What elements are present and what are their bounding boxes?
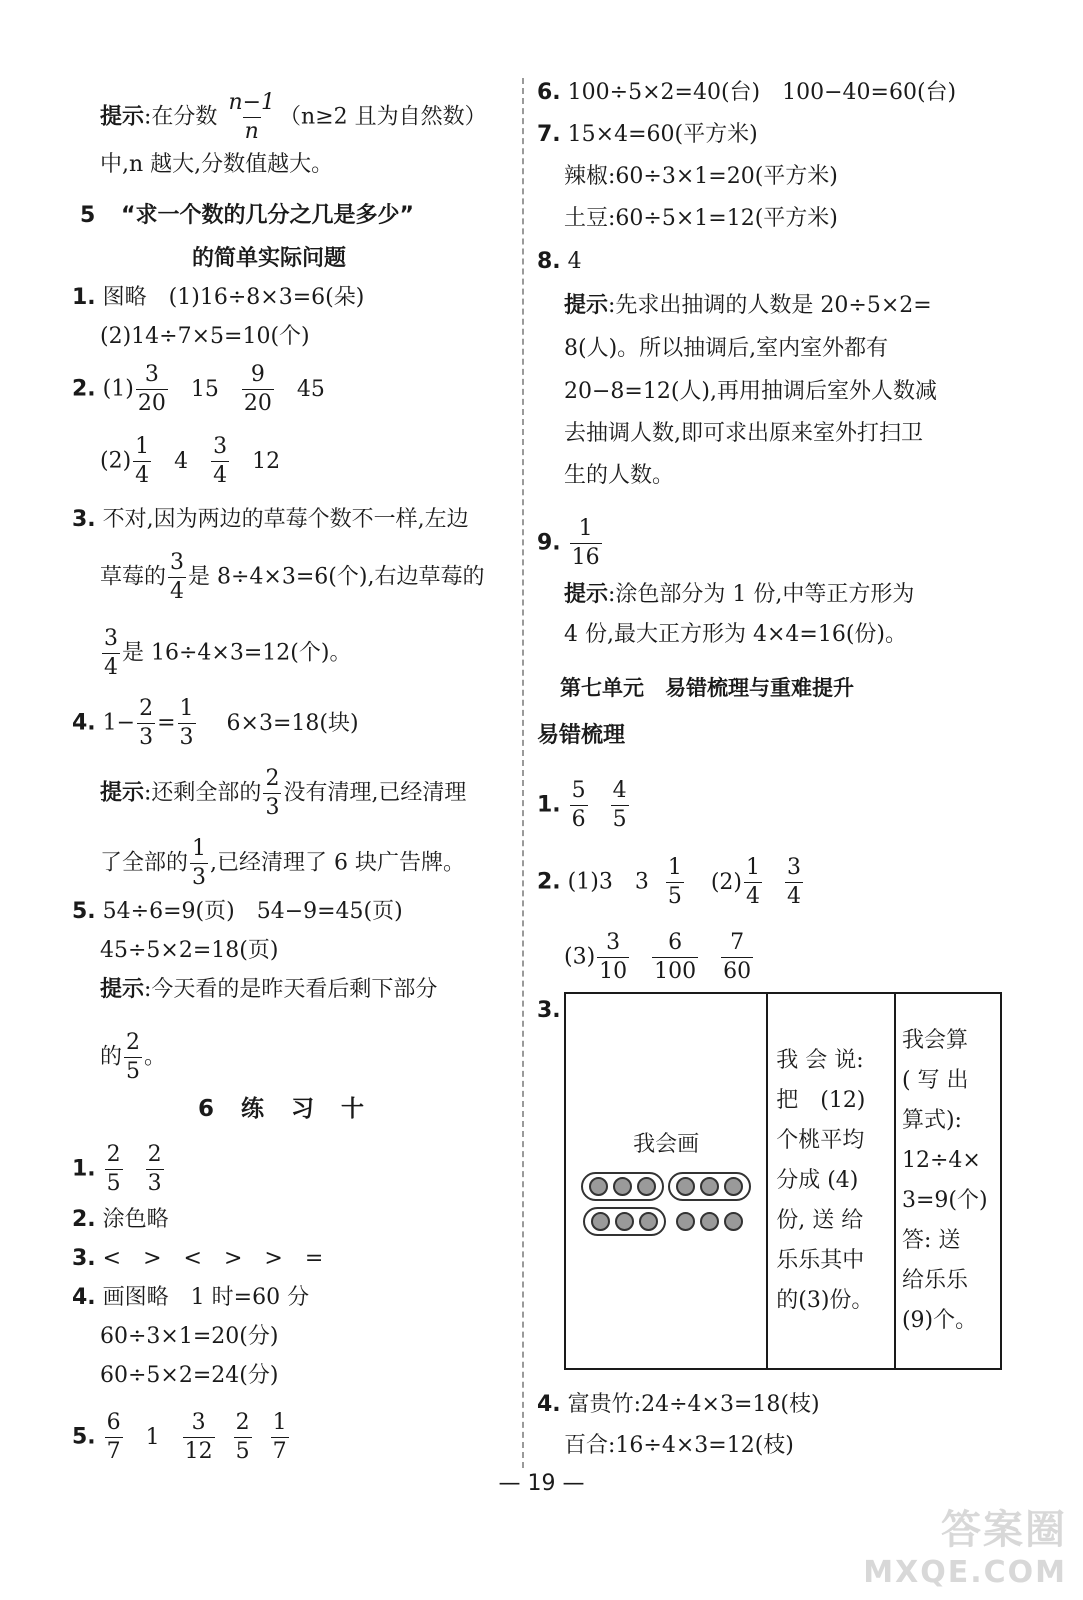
answer-text: (1)3 3 [567, 869, 649, 895]
answer-table [564, 992, 1002, 1370]
r8-hint-4: 去抽调人数,即可求出原来室外打扫卫 [564, 421, 923, 446]
question-number: 8. [537, 249, 561, 274]
denominator: 4 [104, 655, 118, 680]
say-cell [767, 993, 895, 1369]
r7-line2: 辣椒:60÷3×1=20(平方米) [564, 164, 838, 189]
calc-line: 3=9(个) [901, 1188, 988, 1213]
peach-row-1 [566, 1172, 766, 1201]
fraction [190, 838, 208, 889]
calc-line: 12÷4× [901, 1148, 981, 1173]
e4-line3: 60÷5×2=24(分) [100, 1363, 279, 1388]
say-line: 的(3)份。 [776, 1288, 874, 1313]
question-number: 2. [72, 1207, 96, 1232]
fraction [211, 436, 229, 487]
denominator: n [244, 119, 259, 144]
fraction [570, 518, 602, 569]
fraction [105, 1144, 123, 1195]
say-line: 乐乐其中 [776, 1248, 865, 1273]
answer-value: 45 [296, 376, 325, 402]
part-label: (2) [100, 448, 132, 474]
answer-value: 15 [190, 376, 219, 402]
fraction [183, 1412, 215, 1463]
fraction [124, 1032, 142, 1083]
denominator: 4 [213, 463, 228, 488]
question-number: 2. [72, 376, 96, 402]
y2-line1 [537, 857, 805, 908]
fraction [226, 92, 277, 143]
unit-7-heading: 第七单元 易错梳理与重难提升 [560, 676, 854, 700]
say-line: 我 会 说: [776, 1048, 864, 1073]
part-label: (3) [564, 944, 596, 970]
column-divider [522, 78, 524, 1468]
ungrouped-dots [670, 1207, 749, 1236]
peach-dot [676, 1212, 695, 1231]
part-label: (1) [102, 376, 134, 402]
group-oval [668, 1172, 751, 1201]
numerator: 3 [170, 550, 185, 575]
q5-hint-line1 [100, 975, 437, 1005]
numerator: 3 [787, 855, 802, 880]
denominator: 60 [723, 959, 752, 984]
q3-line3 [100, 628, 351, 679]
hint-text: :涂色部分为 1 份,中等正方形为 [608, 582, 915, 607]
section-5-heading [80, 198, 414, 229]
hint-text: :还剩全部的 [144, 780, 262, 806]
e4-line1 [72, 1283, 309, 1313]
question-number: 7. [537, 122, 561, 147]
denominator: 4 [135, 463, 150, 488]
peach-dot [724, 1212, 743, 1231]
peach-dot [589, 1177, 608, 1196]
answer-text: 1− [102, 710, 136, 736]
y4-line1 [537, 1390, 820, 1420]
r8-hint-5: 生的人数。 [564, 463, 675, 488]
fraction [721, 932, 753, 983]
yicuo-heading: 易错梳理 [537, 723, 626, 748]
denominator: 100 [654, 959, 697, 984]
answer-text: 图略 (1)16÷8×3=6(朵) [102, 285, 365, 310]
question-number: 5. [72, 1424, 96, 1450]
q4-line1 [72, 698, 359, 749]
r8-hint-3: 20−8=12(人),再用抽调后室外人数减 [564, 379, 938, 404]
hint-label: 提示 [100, 977, 145, 1002]
fraction [105, 1412, 123, 1463]
answer-text: 画图略 1 时=60 分 [102, 1285, 310, 1310]
calc-line: 算式): [901, 1108, 962, 1133]
numerator: 3 [606, 930, 621, 955]
numerator: 2 [265, 766, 280, 791]
answer-text: 4 [567, 249, 582, 274]
numerator: n−1 [228, 90, 276, 115]
peach-dot [700, 1177, 719, 1196]
denominator: 5 [667, 884, 682, 909]
peach-dot [724, 1177, 743, 1196]
e4-line2: 60÷3×1=20(分) [100, 1324, 279, 1349]
q5-line1 [72, 897, 403, 927]
answer-text: < > < > > = [102, 1246, 324, 1271]
answer-text: 15×4=60(平方米) [567, 122, 758, 147]
r9-hint-2: 4 份,最大正方形为 4×4=16(份)。 [564, 622, 907, 647]
watermark-bottom: MXQE.COM [863, 1555, 1067, 1590]
denominator: 4 [170, 579, 185, 604]
denominator: 7 [272, 1439, 287, 1464]
denominator: 4 [746, 884, 761, 909]
peach-dot [639, 1212, 658, 1231]
denominator: 3 [179, 725, 194, 750]
draw-cell [565, 993, 767, 1369]
e2-line [72, 1205, 169, 1235]
denominator: 3 [139, 725, 154, 750]
fraction [168, 552, 186, 603]
denominator: 5 [106, 1171, 121, 1196]
numerator: 1 [272, 1410, 287, 1435]
numerator: 3 [191, 1410, 206, 1435]
fraction [597, 932, 629, 983]
calc-line: 我会算 [901, 1028, 968, 1053]
denominator: 12 [184, 1439, 213, 1464]
r6-line [537, 78, 956, 108]
fraction [611, 780, 629, 831]
hint-top-line1 [100, 92, 487, 143]
fraction [137, 698, 155, 749]
page-number: — 19 — [498, 1471, 585, 1496]
watermark-top: 答案圈 [941, 1507, 1067, 1553]
denominator: 20 [243, 391, 272, 416]
question-number: 1. [72, 285, 96, 310]
question-number: 4. [72, 710, 96, 736]
r9-hint-1 [564, 580, 914, 610]
denominator: 10 [599, 959, 628, 984]
hint-text: 。 [144, 1044, 167, 1070]
answer-text: 草莓的 [100, 564, 167, 590]
denominator: 16 [571, 545, 600, 570]
hint-text: 没有清理,已经清理 [283, 780, 467, 806]
denominator: 3 [265, 795, 280, 820]
question-number: 4. [537, 1392, 561, 1417]
denominator: 20 [137, 391, 166, 416]
numerator: 3 [104, 626, 118, 651]
r8-line [537, 247, 582, 277]
numerator: 2 [139, 696, 154, 721]
fraction [146, 1144, 164, 1195]
q2-line2 [100, 436, 280, 487]
fraction [271, 1412, 289, 1463]
group-oval [583, 1207, 666, 1236]
e1-line [72, 1144, 166, 1195]
question-number: 1. [537, 792, 561, 818]
section-6-heading: 6 练 习 十 [198, 1096, 367, 1122]
fraction [234, 1412, 252, 1463]
hint-text: 的 [100, 1044, 123, 1070]
say-line: 分成 (4) [776, 1168, 859, 1193]
question-number: 3. [72, 1246, 96, 1271]
question-number: 6. [537, 80, 561, 105]
watermark-logo [863, 1498, 1067, 1590]
q2-line1 [72, 364, 325, 415]
numerator: 5 [571, 778, 586, 803]
question-number: 4. [72, 1285, 96, 1310]
hint-label: 提示 [100, 104, 145, 130]
hint-text: 了全部的 [100, 850, 189, 876]
calc-line: 答: 送 [901, 1228, 961, 1253]
y3-label [537, 996, 561, 1026]
peach-dot [615, 1212, 634, 1231]
e5-line [72, 1412, 291, 1463]
numerator: 1 [746, 855, 761, 880]
q1-line2: (2)14÷7×5=10(个) [100, 324, 310, 349]
answer-text: 涂色略 [102, 1207, 169, 1232]
hint-text: :先求出抽调的人数是 20÷5×2= [608, 293, 932, 318]
denominator: 6 [571, 807, 586, 832]
fraction [136, 364, 168, 415]
q4-hint-line2 [100, 838, 465, 889]
r8-hint-2: 8(人)。所以抽调后,室内室外都有 [564, 336, 889, 361]
fraction [666, 857, 684, 908]
peach-row-2 [566, 1207, 766, 1236]
hint-text: :今天看的是昨天看后剩下部分 [144, 977, 438, 1002]
say-line: 份, 送 给 [776, 1208, 864, 1233]
peach-dot [637, 1177, 656, 1196]
answer-text: 是 16÷4×3=12(个)。 [122, 640, 352, 666]
numerator: 3 [144, 362, 159, 387]
peach-dot [591, 1212, 610, 1231]
numerator: 1 [578, 516, 593, 541]
numerator: 9 [250, 362, 265, 387]
question-number: 5. [72, 899, 96, 924]
y1-line [537, 780, 631, 831]
hint-label: 提示 [100, 780, 145, 806]
y4-line2: 百合:16÷4×3=12(枝) [564, 1433, 794, 1458]
hint-text: ,已经清理了 6 块广告牌。 [210, 850, 465, 876]
hint-text: （n≥2 且为自然数） [279, 104, 487, 130]
q5-line2: 45÷5×2=18(页) [100, 938, 279, 963]
group-oval [581, 1172, 664, 1201]
calc-line: ( 写 出 [901, 1068, 969, 1093]
fraction [263, 768, 281, 819]
answer-value: 12 [252, 448, 281, 474]
denominator: 7 [106, 1439, 121, 1464]
say-text [768, 1035, 894, 1327]
denominator: 3 [147, 1171, 162, 1196]
q4-hint-line1 [100, 768, 466, 819]
hint-label: 提示 [564, 293, 609, 318]
q5-hint-line2 [100, 1032, 166, 1083]
section-5-heading-line2: 的简单实际问题 [192, 246, 347, 271]
question-number: 3. [72, 507, 96, 532]
numerator: 3 [213, 434, 228, 459]
answer-text: 不对,因为两边的草莓个数不一样,左边 [102, 507, 469, 532]
answer-text: 100÷5×2=40(台) 100−40=60(台) [567, 80, 957, 105]
fraction [133, 436, 151, 487]
question-number: 1. [72, 1156, 96, 1182]
fraction [102, 628, 120, 679]
fraction [242, 364, 274, 415]
numerator: 2 [126, 1030, 141, 1055]
part-label: (2) [710, 869, 743, 895]
numerator: 2 [147, 1142, 162, 1167]
fraction [652, 932, 698, 983]
q1-line1 [72, 283, 364, 313]
peach-dot [613, 1177, 632, 1196]
section-title: “求一个数的几分之几是多少” [120, 203, 414, 228]
e3-line [72, 1244, 323, 1274]
fraction [570, 780, 588, 831]
r9-line [537, 518, 604, 569]
numerator: 2 [235, 1410, 250, 1435]
say-line: 把 (12) [776, 1088, 866, 1113]
numerator: 1 [179, 696, 194, 721]
question-number: 2. [537, 869, 561, 895]
calc-text [896, 1017, 1000, 1345]
numerator: 7 [730, 930, 745, 955]
question-number: 9. [537, 530, 561, 556]
numerator: 2 [106, 1142, 121, 1167]
answer-text: 是 8÷4×3=6(个),右边草莓的 [188, 564, 485, 590]
r7-line1 [537, 120, 758, 150]
answer-text: 富贵竹:24÷4×3=18(枝) [567, 1392, 820, 1417]
peach-dot [700, 1212, 719, 1231]
draw-label: 我会画 [633, 1131, 700, 1157]
answer-value: 1 [145, 1424, 160, 1450]
y2-line2 [564, 932, 755, 983]
numerator: 6 [106, 1410, 121, 1435]
section-number: 5 [80, 203, 96, 228]
calc-cell [895, 993, 1001, 1369]
numerator: 6 [668, 930, 683, 955]
denominator: 3 [192, 865, 207, 890]
denominator: 5 [612, 807, 627, 832]
denominator: 5 [126, 1059, 141, 1084]
numerator: 1 [135, 434, 150, 459]
numerator: 1 [192, 836, 207, 861]
fraction [178, 698, 196, 749]
peach-dot [676, 1177, 695, 1196]
calc-line: (9)个。 [901, 1308, 978, 1333]
calc-line: 给乐乐 [901, 1268, 968, 1293]
answer-value: 4 [174, 448, 189, 474]
equals-sign: = [157, 710, 176, 736]
hint-top-line2: 中,n 越大,分数值越大。 [100, 152, 334, 177]
fraction [744, 857, 762, 908]
denominator: 5 [235, 1439, 250, 1464]
say-line: 个桃平均 [776, 1128, 865, 1153]
answer-text: 6×3=18(块) [226, 710, 359, 736]
denominator: 4 [787, 884, 802, 909]
r7-line3: 土豆:60÷5×1=12(平方米) [564, 206, 838, 231]
numerator: 1 [667, 855, 682, 880]
r8-hint-1 [564, 291, 932, 321]
hint-text: :在分数 [144, 104, 218, 130]
hint-label: 提示 [564, 582, 609, 607]
question-number: 3. [537, 998, 561, 1023]
q3-line1 [72, 505, 469, 535]
fraction [785, 857, 803, 908]
answer-text: 54÷6=9(页) 54−9=45(页) [102, 899, 403, 924]
q3-line2 [100, 552, 484, 603]
numerator: 4 [612, 778, 627, 803]
